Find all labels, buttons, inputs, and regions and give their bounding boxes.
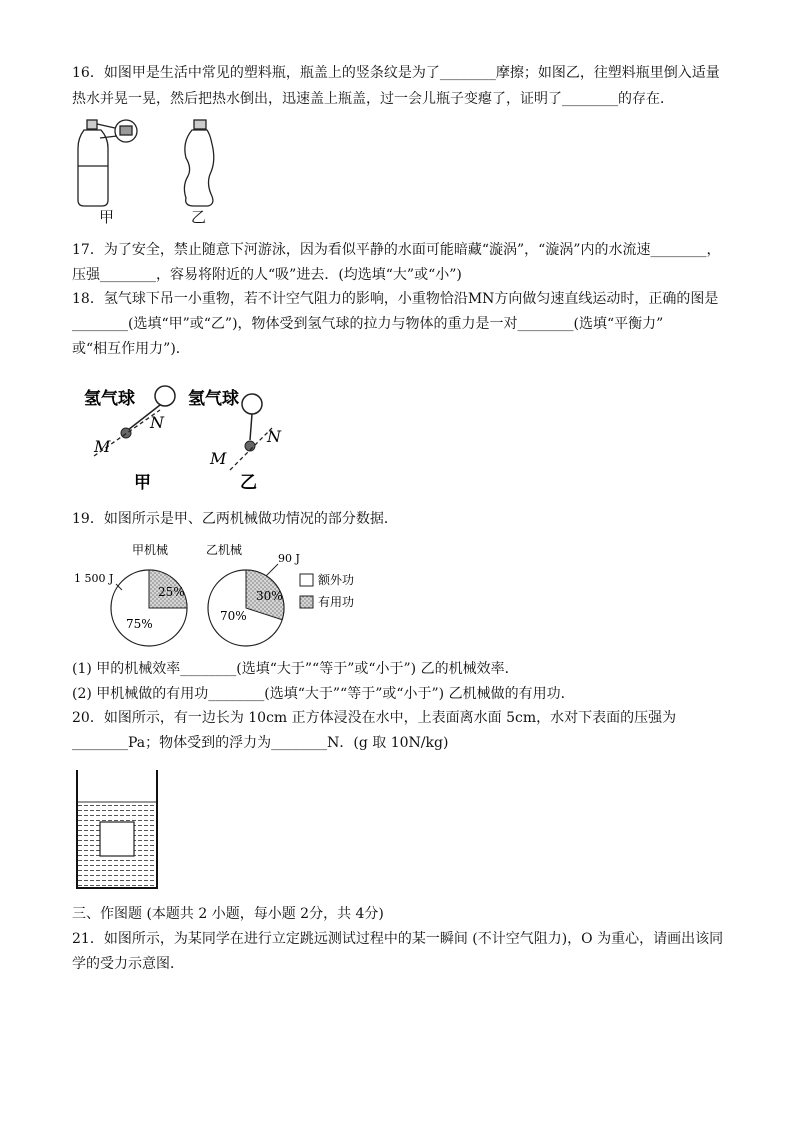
bottle-a [78,120,137,206]
pie-figure [72,538,372,652]
q19-sub1: (1) 甲的机械效率________(选填“大于”“等于”或“小于”) 乙的机械效率． [72,661,519,677]
pie-a-shaded-label: 25% [158,585,185,599]
pie-b-white-label: 70% [220,609,247,623]
balloon-figure [80,370,300,495]
fig18-label-a: 甲 [134,473,151,493]
q20-line2: ________Pa；物体受到的浮力为________N．(g 取 10N/kg) [72,735,449,751]
fig18-label-b: 乙 [240,473,257,493]
pie-b-annot: 90 J [278,552,300,565]
q21-line1: 21．如图所示，为某同学在进行立定跳远测试过程中的某一瞬间 (不计空气阻力)，O 为重心，请画出该同 [72,931,724,947]
m-label-a: M [94,437,111,456]
q17-line2: 压强________，容易将附近的人“吸”进去．(均选填“大”或“小”) [72,267,462,283]
q19-intro: 19．如图所示是甲、乙两机械做功情况的部分数据． [72,511,398,527]
m-label-b: M [210,449,227,468]
balloon-label-b: 氢气球 [188,389,239,409]
bottle-b [184,120,213,206]
q19-sub2: (2) 甲机械做的有用功________(选填“大于”“等于”或“小于”) 乙机械做的有用功． [72,686,575,702]
fig16-label-a: 甲 [99,208,115,226]
q17-line1: 17．为了安全，禁止随意下河游泳，因为看似平静的水面可能暗藏“漩涡”，“漩涡”内的水流速________， [72,242,721,258]
pie-b-shaded-label: 30% [256,589,283,603]
q21-line2: 学的受力示意图． [72,956,184,972]
legend-useful: 有用功 [318,595,355,609]
fig16-label-b: 乙 [191,208,207,226]
q18-line1: 18．氢气球下吊一小重物，若不计空气阻力的影响，小重物恰沿MN方向做匀速直线运动时，正确的图是 [72,291,719,307]
legend-extra: 额外功 [318,573,355,587]
submerged-cube [100,822,134,856]
pie-a-title: 甲机械 [132,543,169,557]
q18-line3: 或“相互作用力”)． [72,341,190,357]
q16-line2: 热水并晃一晃，然后把热水倒出，迅速盖上瓶盖，过一会儿瓶子变瘪了，证明了________的存在． [72,91,674,107]
pie-a-white-label: 75% [126,617,153,631]
q16-line1: 16．如图甲是生活中常见的塑料瓶，瓶盖上的竖条纹是为了________摩擦；如图乙，往塑料瓶里倒入适量 [72,65,720,81]
n-label-b: N [267,427,281,446]
pie-b-title: 乙机械 [206,543,243,557]
section3-heading: 三、作图题 (本题共 2 小题，每小题 2分，共 4分) [72,906,384,922]
q20-line1: 20．如图所示，有一边长为 10cm 正方体浸没在水中，上表面离水面 5cm，水对下表面的压强为 [72,710,677,726]
q18-line2: ________(选填“甲”或“乙”)，物体受到氢气球的拉力与物体的重力是一对________(选填“平衡力” [72,316,664,332]
balloon-label-a: 氢气球 [84,389,135,409]
water-container-figure [72,768,162,892]
n-label-a: N [150,413,164,432]
pie-a-annot: 1 500 J [74,572,114,585]
